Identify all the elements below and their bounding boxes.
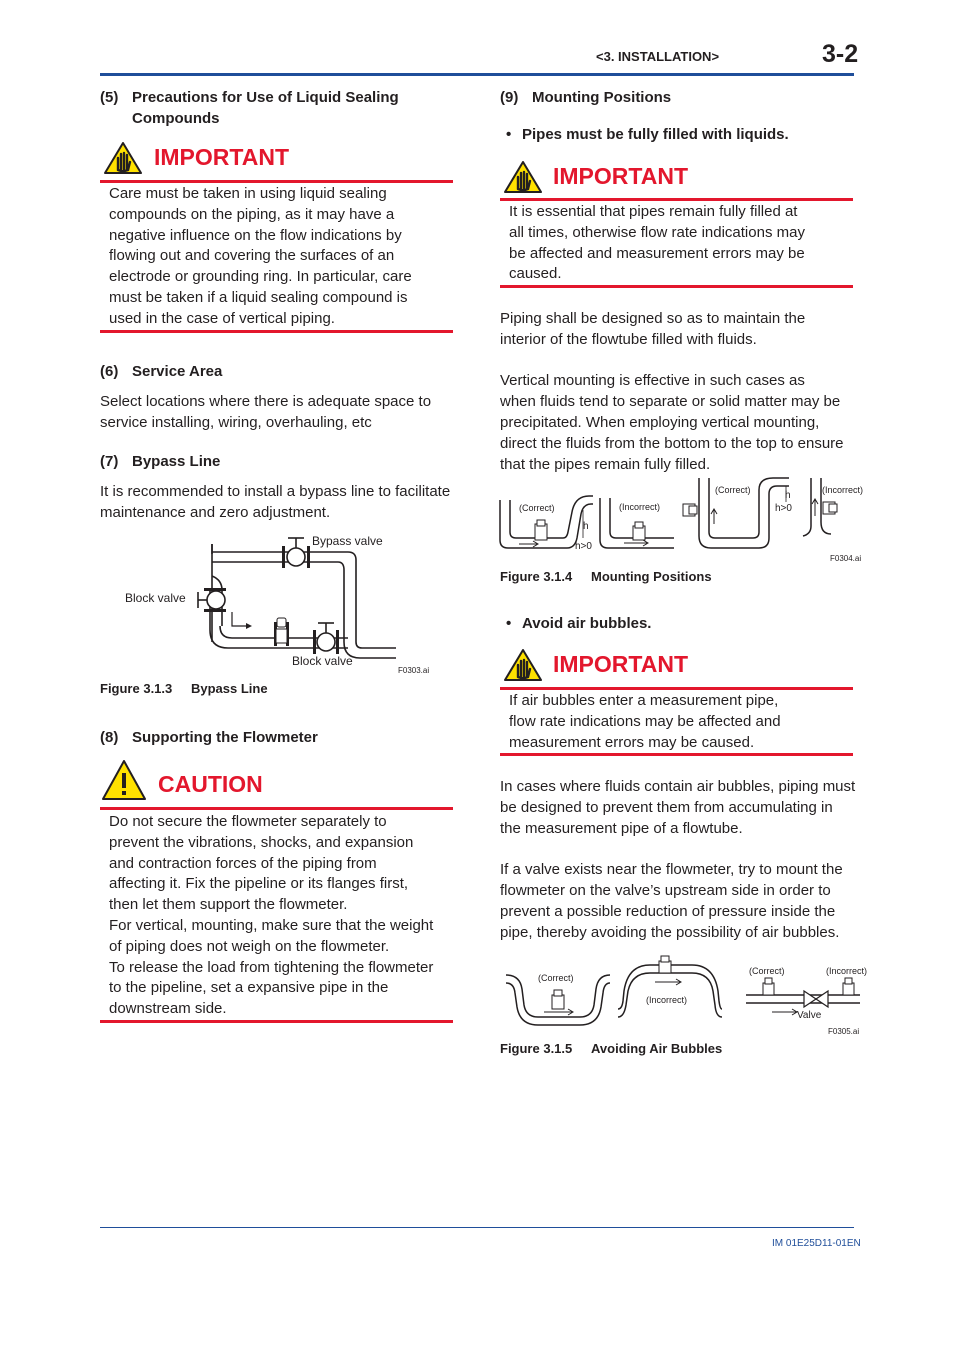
label-correct: (Correct) [519, 503, 555, 513]
bypass-line-text: It is recommended to install a bypass line to facilitate maintenance and zero adjustment. [100, 483, 451, 521]
page-number: 3-2 [822, 40, 859, 68]
heading-title: Supporting the Flowmeter [132, 729, 318, 746]
bullet-fully-filled: • Pipes must be fully filled with liquids. [506, 126, 789, 143]
figure-number: Figure 3.1.4 [500, 569, 573, 584]
label-correct: (Correct) [715, 485, 751, 495]
important-title: IMPORTANT [154, 144, 290, 170]
figure-caption [100, 681, 268, 696]
label-block-valve-bottom: Block valve [292, 654, 353, 668]
paragraph-air-bubbles: In cases where fluids contain air bubbles, piping must be designed to prevent them from accumulating in the measurement pipe of a flowtube. [500, 778, 856, 837]
header-rule [100, 73, 854, 76]
service-area-text: Select locations where there is adequate space to service installing, wiring, overhauling, etc [100, 393, 432, 431]
heading-title: Service Area [132, 363, 223, 380]
figure-title: Bypass Line [191, 681, 268, 696]
figure-file-id: F0305.ai [828, 1027, 860, 1036]
important-bottom-rule [500, 753, 853, 756]
label-h0: h>0 [775, 503, 792, 514]
flowmeter-icon [535, 520, 547, 540]
heading-title: Mounting Positions [532, 89, 672, 106]
flowmeter-icon [683, 504, 697, 516]
caution-top-rule [100, 807, 453, 810]
heading-7 [100, 451, 220, 472]
mounting-positions-figure [497, 476, 867, 573]
heading-number: (6) [100, 363, 119, 380]
important-top-rule [500, 198, 853, 201]
label-incorrect: (Incorrect) [826, 966, 868, 976]
heading-title: Bypass Line [132, 453, 221, 470]
bullet-air-bubbles: • Avoid air bubbles. [506, 615, 652, 632]
heading-9 [500, 87, 671, 108]
figure-title: Mounting Positions [591, 569, 712, 584]
heading-8 [100, 727, 318, 748]
flowmeter-icon [552, 990, 564, 1009]
flowmeter-icon [763, 978, 774, 995]
heading-number: (9) [500, 89, 519, 106]
flowmeter-icon [274, 618, 289, 646]
heading-title: Precautions for Use of Liquid Sealing [132, 89, 399, 106]
heading-number: (8) [100, 729, 119, 746]
label-correct: (Correct) [538, 973, 574, 983]
valve-icon [804, 991, 828, 1007]
heading-6 [100, 361, 222, 382]
flowmeter-icon [843, 978, 854, 995]
important-text: If air bubbles enter a measurement pipe, flow rate indications may be affected and measurement errors may be caused. [509, 692, 781, 751]
figure-caption [500, 1041, 722, 1056]
label-bypass-valve: Bypass valve [312, 534, 383, 548]
figure-title: Avoiding Air Bubbles [591, 1041, 723, 1056]
important-top-rule [100, 180, 453, 183]
heading-number: (5) [100, 89, 119, 106]
valve-icon [313, 623, 339, 654]
important-bottom-rule [100, 330, 453, 333]
important-bottom-rule [500, 285, 853, 288]
figure-number: Figure 3.1.5 [500, 1041, 573, 1056]
hand-stop-icon [503, 648, 543, 687]
label-block-valve-left: Block valve [125, 591, 186, 605]
label-h: h [785, 490, 791, 501]
valve-icon [282, 538, 310, 568]
heading-title-cont: Compounds [132, 110, 220, 127]
hand-stop-icon [503, 160, 543, 199]
figure-number: Figure 3.1.3 [100, 681, 173, 696]
important-text: It is essential that pipes remain fully filled at all times, otherwise flow rate indications may be affected and measurement errors may be caused. [509, 203, 805, 283]
heading-5 [100, 87, 460, 129]
important-top-rule [500, 687, 853, 690]
caution-title: CAUTION [158, 771, 263, 797]
important-text: Care must be taken in using liquid sealing compounds on the piping, as it may have a negative influence on the flow indications by flowing out and covering the surfaces of an electrode or grounding ring. In particular, care must be taken if a liquid sealing compound is used in the case of vertical piping. [109, 185, 412, 327]
hand-stop-icon [103, 141, 143, 180]
paragraph-valve: If a valve exists near the flowmeter, try to mount the flowmeter on the valve’s upstream side in order to prevent a possible reduction of pressure inside the pipe, thereby avoiding the possibility of air bubbles. [500, 861, 843, 941]
label-h0: h>0 [575, 541, 592, 552]
label-valve: Valve [797, 1010, 822, 1021]
heading-number: (7) [100, 453, 119, 470]
figure-caption [500, 569, 712, 584]
warning-triangle-icon [101, 759, 147, 806]
paragraph-vertical: Vertical mounting is effective in such cases as when fluids tend to separate or solid matter may be precipitated. When employing vertical mounting, direct the fluids from the bottom to the top to ensure that the pipes remain fully filled. [500, 372, 844, 473]
flowmeter-icon [633, 522, 645, 540]
caution-bottom-rule [100, 1020, 453, 1023]
footer-rule [100, 1227, 854, 1228]
label-h: h [583, 521, 589, 532]
label-correct: (Correct) [749, 966, 785, 976]
label-incorrect: (Incorrect) [619, 502, 661, 512]
paragraph-piping: Piping shall be designed so as to maintain the interior of the flowtube filled with fluids. [500, 310, 806, 348]
label-incorrect: (Incorrect) [822, 485, 864, 495]
label-incorrect: (Incorrect) [646, 995, 688, 1005]
important-title: IMPORTANT [553, 651, 689, 677]
figure-file-id: F0304.ai [830, 554, 862, 563]
flowmeter-icon [823, 502, 837, 514]
bypass-line-figure [100, 530, 460, 685]
caution-text: Do not secure the flowmeter separately to prevent the vibrations, shocks, and expansion and contraction forces of the piping from affecting it. Fix the pipeline or its flanges first, then let them support the flowmeter. For vertical, mounting, make sure that the weight of piping does not weigh on the flowmeter. To release the load from tightening the flowmeter to the pipeline, set a expansive pipe in the downstream side. [109, 813, 434, 1018]
document-id: IM 01E25D11-01EN [772, 1238, 861, 1249]
avoiding-air-bubbles-figure [500, 955, 870, 1042]
flowmeter-icon [659, 956, 671, 973]
important-title: IMPORTANT [553, 163, 689, 189]
figure-file-id: F0303.ai [398, 666, 430, 675]
section-label: <3. INSTALLATION> [596, 49, 720, 64]
